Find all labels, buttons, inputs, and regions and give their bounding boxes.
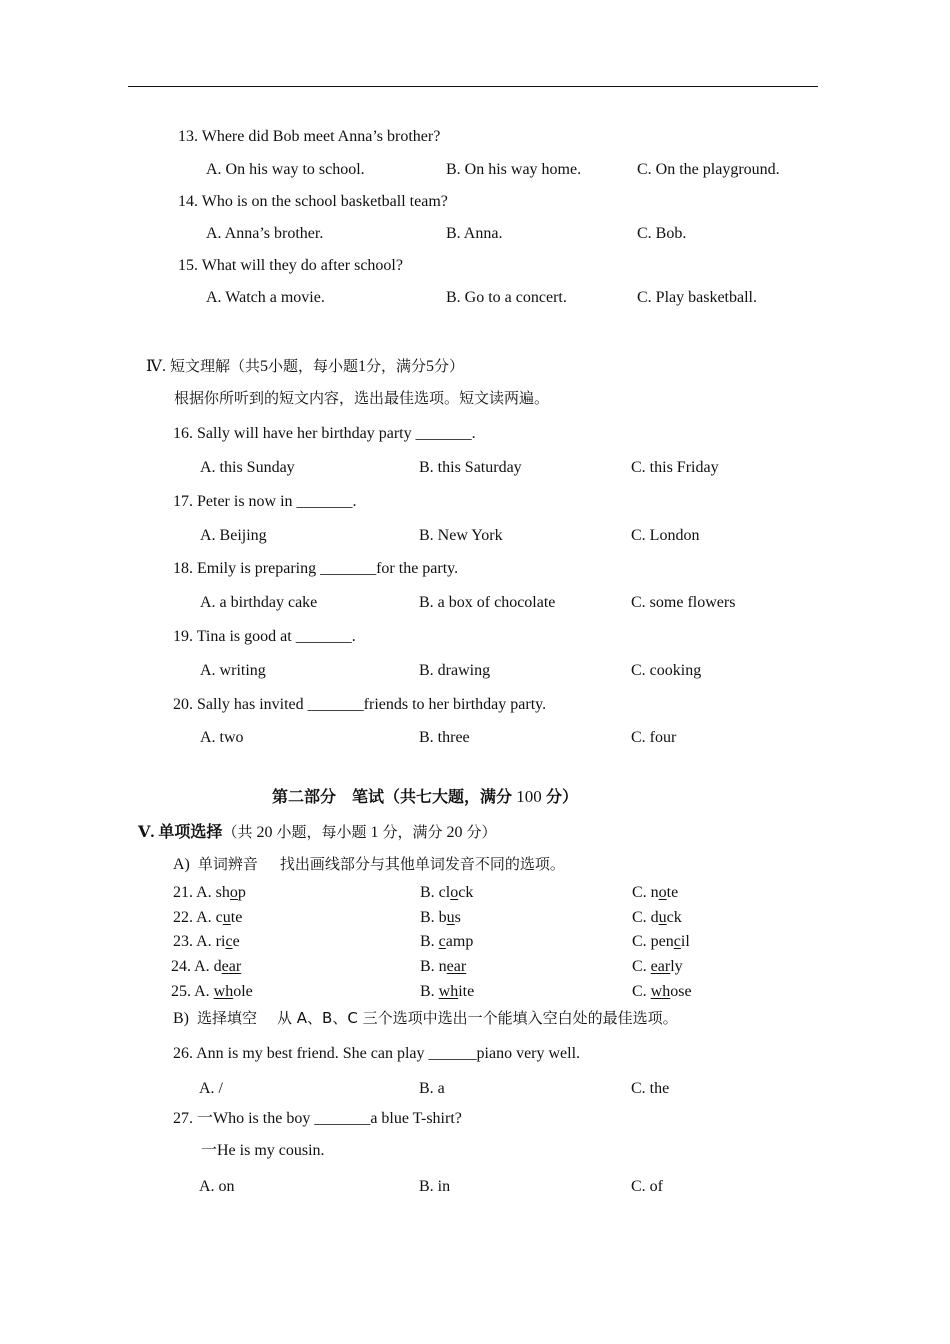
title-text: 分） — [434, 357, 465, 375]
option-a: 22. A. cute — [173, 909, 243, 926]
option-c: C. Bob. — [637, 225, 687, 242]
option-b: B. this Saturday — [419, 459, 522, 476]
option-c: C. early — [632, 958, 683, 975]
option-a: A. two — [200, 729, 244, 746]
part-a-heading — [173, 854, 565, 875]
section-5-title — [138, 822, 497, 843]
option-c: C. duck — [632, 909, 682, 926]
title-text: 分，满分 — [366, 357, 427, 375]
title-text: 小题，每小题 — [268, 357, 359, 375]
section-4-instruction: 根据你所听到的短文内容，选出最佳选项。短文读两遍。 — [174, 389, 550, 407]
option-a: A. Watch a movie. — [206, 289, 325, 306]
option-b: B. Anna. — [446, 225, 503, 242]
header-rule — [128, 86, 818, 87]
question-stem: 14. Who is on the school basketball team? — [178, 193, 448, 210]
option-b: B. in — [419, 1178, 451, 1195]
heading-number: 100 — [512, 787, 547, 806]
question-stem: 16. Sally will have her birthday party _______. — [173, 425, 476, 442]
title-number: 20 — [252, 824, 277, 841]
option-b: B. clock — [420, 884, 474, 901]
part-title: 选择填空 — [197, 1009, 258, 1027]
part-instruction: 找出画线部分与其他单词发音不同的选项。 — [279, 855, 565, 873]
option-a: A. / — [199, 1080, 223, 1097]
section-4-title — [146, 356, 464, 377]
part-b-heading — [173, 1008, 678, 1029]
option-a: A. this Sunday — [200, 459, 295, 476]
option-c: C. the — [631, 1080, 670, 1097]
part-label: A) — [173, 856, 190, 873]
option-c: C. some flowers — [631, 594, 736, 611]
question-stem: 20. Sally has invited _______friends to her birthday party. — [173, 696, 547, 713]
title-text: 分） — [466, 823, 497, 841]
option-a: A. On his way to school. — [206, 161, 365, 178]
option-b: B. three — [419, 729, 470, 746]
option-a: A. Anna’s brother. — [206, 225, 324, 242]
question-stem: 26. Ann is my best friend. She can play ______piano very well. — [173, 1045, 581, 1062]
option-c: C. cooking — [631, 662, 702, 679]
option-b: B. On his way home. — [446, 161, 582, 178]
section-number: Ⅴ. — [138, 824, 155, 841]
option-a: A. Beijing — [200, 527, 267, 544]
option-a: A. on — [199, 1178, 235, 1195]
question-stem: 15. What will they do after school? — [178, 257, 403, 274]
question-stem: 13. Where did Bob meet Anna’s brother? — [178, 128, 441, 145]
option-a: 24. A. dear — [171, 958, 242, 975]
part-title: 单词辨音 — [197, 855, 258, 873]
question-stem: 18. Emily is preparing _______for the party. — [173, 560, 459, 577]
title-text: 短文理解（共 — [169, 357, 260, 375]
option-c: C. this Friday — [631, 459, 719, 476]
question-stem: 17. Peter is now in _______. — [173, 493, 357, 510]
option-a: 23. A. rice — [173, 933, 240, 950]
option-c: C. note — [632, 884, 679, 901]
title-text: 分，满分 — [382, 823, 443, 841]
option-a: A. a birthday cake — [200, 594, 318, 611]
title-number: 5 — [260, 358, 268, 375]
section-number: Ⅳ. — [146, 358, 166, 375]
option-b: B. a — [419, 1080, 445, 1097]
option-c: C. London — [631, 527, 700, 544]
option-c: C. whose — [632, 983, 692, 1000]
part-instruction: 从 A、B、C 三个选项中选出一个能填入空白处的最佳选项。 — [277, 1009, 678, 1027]
title-number: 5 — [426, 358, 435, 375]
option-b: B. near — [420, 958, 467, 975]
heading-text: 分） — [546, 787, 579, 806]
title-number: 20 — [442, 824, 467, 841]
title-number: 1 — [358, 358, 367, 375]
option-a: 21. A. shop — [173, 884, 246, 901]
option-b: B. white — [420, 983, 475, 1000]
option-c: C. of — [631, 1178, 663, 1195]
dialogue-line: 一He is my cousin. — [201, 1142, 325, 1159]
part-2-heading — [272, 787, 578, 808]
title-text: 小题，每小题 — [276, 823, 367, 841]
option-b: B. bus — [420, 909, 461, 926]
part-label: B) — [173, 1010, 189, 1027]
title-bold: 单项选择 — [158, 822, 223, 841]
option-c: C. four — [631, 729, 677, 746]
heading-text: 第二部分 笔试（共七大题，满分 — [272, 787, 513, 806]
title-text: （共 — [222, 823, 253, 841]
option-a: 25. A. whole — [171, 983, 253, 1000]
question-stem: 27. 一Who is the boy _______a blue T-shirt? — [173, 1110, 462, 1127]
question-stem: 19. Tina is good at _______. — [173, 628, 356, 645]
option-b: B. Go to a concert. — [446, 289, 567, 306]
option-c: C. Play basketball. — [637, 289, 757, 306]
option-b: B. New York — [419, 527, 503, 544]
option-a: A. writing — [200, 662, 266, 679]
option-b: B. drawing — [419, 662, 491, 679]
option-c: C. pencil — [632, 933, 690, 950]
title-number: 1 — [366, 824, 383, 841]
option-b: B. a box of chocolate — [419, 594, 556, 611]
option-c: C. On the playground. — [637, 161, 780, 178]
option-b: B. camp — [420, 933, 474, 950]
